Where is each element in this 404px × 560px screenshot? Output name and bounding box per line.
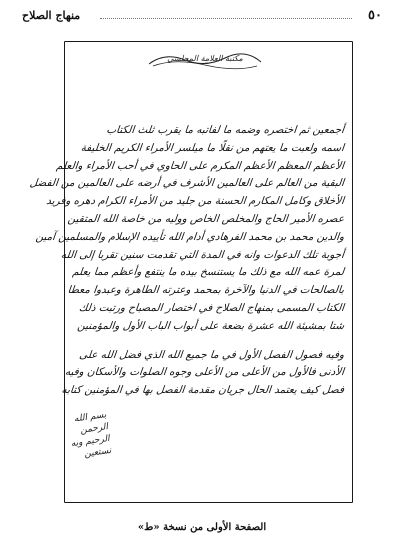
manuscript-line: الأخلاق وكامل المكارم الحسنة من جليد من الأمراء الكرام دهره وفريد [45, 195, 345, 208]
manuscript-line: عصره الأمير الحاج والمخلص الخاص ووليه من خاصة الله المتقين [67, 212, 345, 225]
manuscript-line: بالصالحات في الدنيا والآخرة بمحمد وعترته الطاهرة وعبدوا معطا [67, 284, 345, 297]
header-divider [100, 18, 352, 19]
manuscript-line: شتا بمشيئة الله عشرة بضعة على أبواب الباب الأول والمؤمنين [76, 319, 345, 332]
manuscript-text [29, 122, 345, 400]
manuscript-line: البقية من العالم على العالمين الأشرف في أرضه على العالمين من الفضل [29, 177, 345, 190]
margin-note: بسم الله الرحمن الرحيم وبه نستعين [70, 410, 112, 460]
manuscript-line: اسمه ولعبت ما يعتهم من نقلًا ما ميلسر الأمراء الكريم الخليفة [80, 141, 345, 154]
page-number: ٥٠ [368, 8, 382, 23]
library-seal-icon [145, 48, 265, 70]
library-seal-text: مكتبة العلامة المجلسي [167, 54, 243, 63]
manuscript-line: الأعظم المعظم الأعظم المكرم على الحاوي في أحب الأمراء والعلم [55, 159, 345, 172]
manuscript-line: أجمعين ثم اختصره وضمه ما لفاتبه ما يقرب ثلث الكتاب [105, 124, 345, 136]
book-title: منهاج الصلاح [22, 9, 81, 22]
manuscript-line: الأدنى فالأول من الأعلى من الأعلى وجوه الصلوات والأسكان وفيه [64, 366, 345, 379]
manuscript-line: والدين محمد بن محمد الفرهادي أدام الله تأييده الإسلام والمسلمين آمين [35, 230, 345, 243]
manuscript-line: أجوبة تلك الدعوات وانه في المدة التي تقدمت سنين تقربا إلى الله [60, 248, 345, 261]
manuscript-line: لمرة عمه الله مع ذلك ما يستنسخ بيده ما ينتفع وأعظم مما يعلم [71, 266, 345, 279]
page-header [22, 6, 382, 28]
manuscript-image [29, 41, 353, 503]
manuscript-line: فصل كيف يعتمد الحال جريان مقدمة الفصل بها في المؤمنين كتابه [60, 384, 345, 397]
manuscript-line: الكتاب المسمى بمنهاج الصلاح في اختصار المصباح ورتبت ذلك [78, 301, 345, 314]
page-caption: الصفحة الأولى من نسخة «ط» [137, 522, 267, 533]
manuscript-line: وفيه فصول الفصل الأول في ما جميع الله الذي فضل الله على [78, 348, 345, 361]
